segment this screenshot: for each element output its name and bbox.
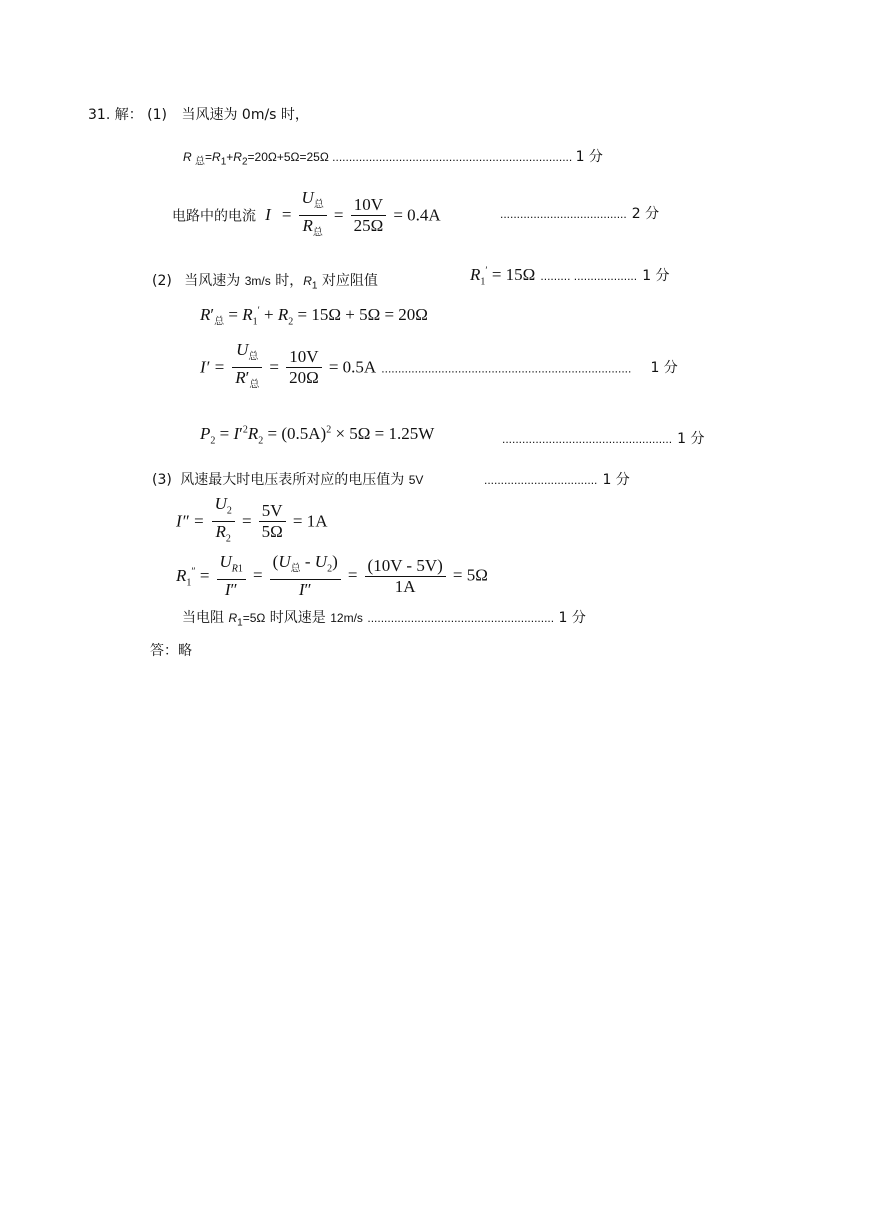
s3-conclusion-row	[182, 607, 586, 628]
s2-eq2-result: = 0.5A	[328, 357, 377, 377]
s3-eq1-result: = 1A	[292, 511, 328, 531]
s1-eq2-dots: ......................................	[500, 207, 627, 221]
s1-eq2-result: = 0.4A	[393, 205, 441, 225]
s1-eq2-frac1: $\frac{U_总}{R_总}$	[299, 188, 327, 244]
s3-conclusion-dots: ........................................................	[367, 611, 555, 625]
s2-eq2-dots: ...........................................................................	[381, 361, 632, 376]
s2-eq2-row: I′ = $\frac{U_总}{R'_总}$ = $\frac{10V}{20\Omega}$ = 0.5A ........................................................................... 1 分	[200, 340, 678, 396]
s3-text: 风速最大时电压表所对应的电压值为 5V	[180, 472, 424, 488]
s3-heading-points: 1 分	[602, 472, 630, 488]
s3-heading	[152, 469, 423, 489]
s2-text: 当风速为 3m/s 时，$R_1$ 对应阻值	[184, 273, 378, 292]
s2-value-points: 1 分	[642, 268, 670, 284]
s1-eq2-frac2: $\frac{10V}{25\Omega}$	[351, 195, 387, 236]
s1-eq2-prefix: 电路中的电流	[172, 208, 256, 225]
s1-eq2-points: 2 分	[631, 206, 660, 222]
s3-label: (3)	[152, 472, 172, 488]
s3-heading-dots: ..................................	[484, 473, 598, 487]
s3-eq1-frac1: $\frac{U_2}{R_2}$	[212, 494, 235, 550]
s3-eq2-row: $R_1''$ = $\frac{U_{R1}}{I''}$ = $\frac{(U_总 - U_2)}{I''}$ = $\frac{(10V - 5V)}{1A}$ = 5Ω	[176, 552, 488, 600]
s3-conclusion: 当电阻 $R_1=5\Omega$ 时风速是 12m/s	[182, 610, 363, 629]
s3-eq1-row: I″ = $\frac{U_2}{R_2}$ = $\frac{5V}{5\Omega}$ = 1A	[176, 494, 327, 550]
s1-eq2-var: I	[265, 205, 271, 225]
s3-eq2-result: = 5Ω	[452, 565, 488, 585]
s2-eq3-score	[502, 428, 705, 448]
question-number	[88, 104, 309, 124]
s1-eq1-row	[183, 146, 603, 167]
s2-value-dots: ......... ...................	[540, 269, 638, 283]
s2-label: (2)	[152, 273, 172, 289]
s2-eq2-lhs: I′ =	[200, 357, 226, 377]
s3-eq2-frac1: $\frac{U_{R1}}{I''}$	[217, 552, 246, 600]
s3-eq1-lhs: I″ =	[176, 511, 205, 531]
s2-eq1: $R'_总 = R_1' + R_2 = 15\Omega + 5\Omega = 20\Omega$	[200, 305, 428, 328]
s2-heading	[152, 270, 378, 291]
s2-value-row	[470, 265, 670, 287]
answer: 答：略	[150, 643, 192, 659]
s3-heading-score	[484, 469, 630, 489]
part1-label: (1)	[147, 107, 168, 123]
s1-eq2-score	[500, 203, 659, 223]
s3-conclusion-points: 1 分	[558, 610, 586, 626]
s3-eq2-lhs: $R_1''$ =	[176, 565, 210, 589]
s1-eq1-dots: ........................................................................	[332, 150, 573, 164]
s2-eq3-dots: ...................................................	[502, 432, 673, 446]
s2-eq3-points: 1 分	[677, 431, 705, 447]
s2-eq3: $P_2 = I'^2R_2 = (0.5A)^2 \times 5\Omega = 1.25W$	[200, 424, 435, 447]
s1-eq1: R $_总=R_1+R_2=20\Omega+5\Omega=25\Omega$	[183, 150, 329, 168]
s3-eq2-frac2: $\frac{(U_总 - U_2)}{I''}$	[270, 552, 341, 600]
part1-text: 当风速为 0m/s 时，	[181, 107, 309, 123]
s2-eq2-frac1: $\frac{U_总}{R'_总}$	[232, 340, 262, 396]
s2-value: $R_1' = 15\Omega$	[470, 265, 536, 288]
s3-eq2-frac3: $\frac{(10V - 5V)}{1A}$	[365, 556, 446, 597]
s2-eq2-frac2: $\frac{10V}{20\Omega}$	[286, 347, 322, 388]
question-label: 31. 解：	[88, 107, 143, 123]
s1-eq1-points: 1 分	[575, 149, 603, 165]
s1-eq2-row: 电路中的电流 I = $\frac{U_总}{R_总}$ = $\frac{10V}{25\Omega}$ = 0.4A	[172, 188, 441, 244]
s2-eq2-points: 1 分	[650, 360, 678, 377]
s3-eq1-frac2: $\frac{5V}{5\Omega}$	[259, 501, 286, 542]
